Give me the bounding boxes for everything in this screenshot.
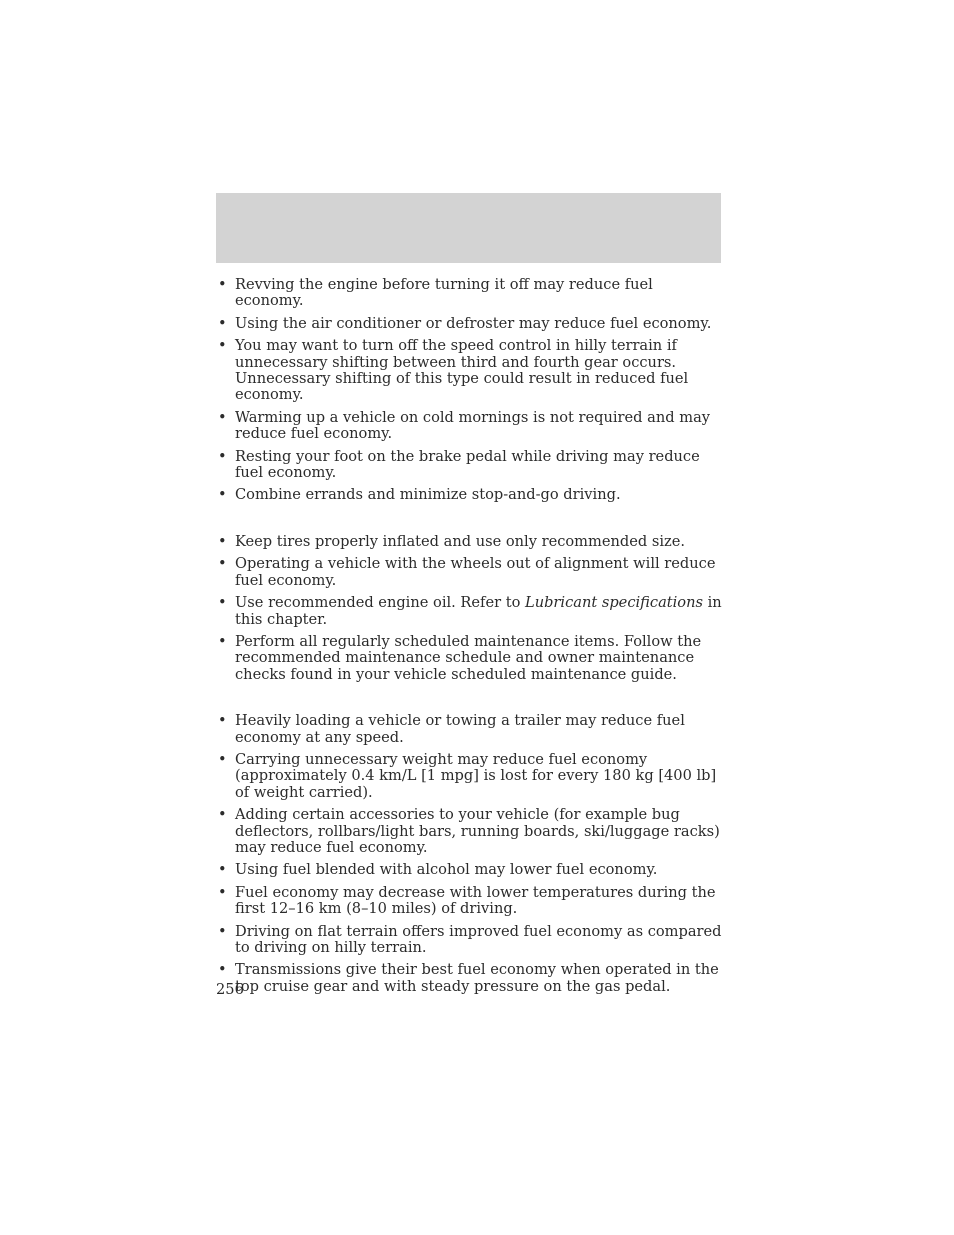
list-item [216, 595, 726, 628]
list-item-text: Combine errands and minimize stop-and-go driving. [235, 486, 621, 504]
group-spacer [216, 510, 726, 534]
list-item-text: Fuel economy may decrease with lower temperatures during the first 12–16 km (8–10 miles) of driving. [235, 883, 716, 918]
bullet-icon: • [218, 883, 227, 901]
bullet-icon: • [218, 594, 227, 612]
bullet-icon: • [218, 632, 227, 650]
bullet-icon: • [218, 861, 227, 879]
list-item-text-post: in this chapter. [235, 594, 722, 628]
bullet-icon: • [218, 922, 227, 940]
group-spacer [216, 689, 726, 713]
list-item-text: Perform all regularly scheduled maintenance items. Follow the recommended maintenance schedule and owner maintenance checks found in your vehicle scheduled maintenance guide. [235, 632, 702, 683]
bullet-icon: • [218, 806, 227, 824]
bullet-icon: • [218, 532, 227, 550]
list-item-text: Using the air conditioner or defroster may reduce fuel economy. [235, 314, 712, 332]
bullet-list-conditions [216, 713, 726, 995]
bullet-list-driving-habits [216, 277, 726, 504]
list-item-text: Resting your foot on the brake pedal while driving may reduce fuel economy. [235, 447, 700, 482]
list-item [216, 534, 726, 550]
bullet-list-maintenance [216, 534, 726, 683]
list-item [216, 807, 726, 856]
bullet-icon: • [218, 314, 227, 332]
bullet-icon: • [218, 408, 227, 426]
bullet-icon: • [218, 555, 227, 573]
list-item-text: Heavily loading a vehicle or towing a trailer may reduce fuel economy at any speed. [235, 712, 685, 746]
bullet-icon: • [218, 712, 227, 730]
list-item [216, 277, 726, 310]
list-item [216, 556, 726, 589]
lubricant-specifications-reference: Lubricant specifications [525, 594, 703, 612]
list-item [216, 338, 726, 404]
list-item-text: Adding certain accessories to your vehicle (for example bug deflectors, rollbars/light bars, running boards, ski/luggage racks) may reduce fuel economy. [235, 806, 720, 856]
list-item [216, 962, 726, 995]
list-item-text: Revving the engine before turning it off may reduce fuel economy. [235, 276, 653, 310]
list-item [216, 449, 726, 482]
list-item [216, 713, 726, 746]
bullet-icon: • [218, 337, 227, 355]
bullet-icon: • [218, 961, 227, 979]
bullet-icon: • [218, 447, 227, 465]
list-item [216, 634, 726, 683]
list-item-text: Carrying unnecessary weight may reduce fuel economy (approximately 0.4 km/L [1 mpg] is lost for every 180 kg [400 lb] of weight carried). [235, 750, 717, 801]
list-item-text: Keep tires properly inflated and use only recommended size. [235, 532, 685, 550]
list-item [216, 487, 726, 503]
list-item [216, 885, 726, 918]
page-content [216, 277, 726, 1001]
list-item-text: You may want to turn off the speed control in hilly terrain if unnecessary shifting between third and fourth gear occurs. Unnecessary shifting of this type could result in reduced fuel economy. [235, 337, 689, 404]
list-item-text: Operating a vehicle with the wheels out of alignment will reduce fuel economy. [235, 555, 716, 589]
list-item-text: Using fuel blended with alcohol may lower fuel economy. [235, 861, 658, 879]
section-header-band [216, 193, 721, 263]
list-item [216, 752, 726, 801]
bullet-icon: • [218, 486, 227, 504]
list-item [216, 316, 726, 332]
list-item [216, 924, 726, 957]
list-item-text: Warming up a vehicle on cold mornings is not required and may reduce fuel economy. [235, 408, 711, 443]
list-item-text: Transmissions give their best fuel economy when operated in the top cruise gear and with steady pressure on the gas pedal. [235, 961, 719, 995]
page-number: 256 [216, 981, 244, 998]
list-item [216, 410, 726, 443]
bullet-icon: • [218, 750, 227, 768]
bullet-icon: • [218, 276, 227, 293]
list-item-text-pre: Use recommended engine oil. Refer to [235, 594, 525, 612]
list-item-text: Driving on flat terrain offers improved fuel economy as compared to driving on hilly terrain. [235, 922, 722, 956]
list-item [216, 862, 726, 878]
